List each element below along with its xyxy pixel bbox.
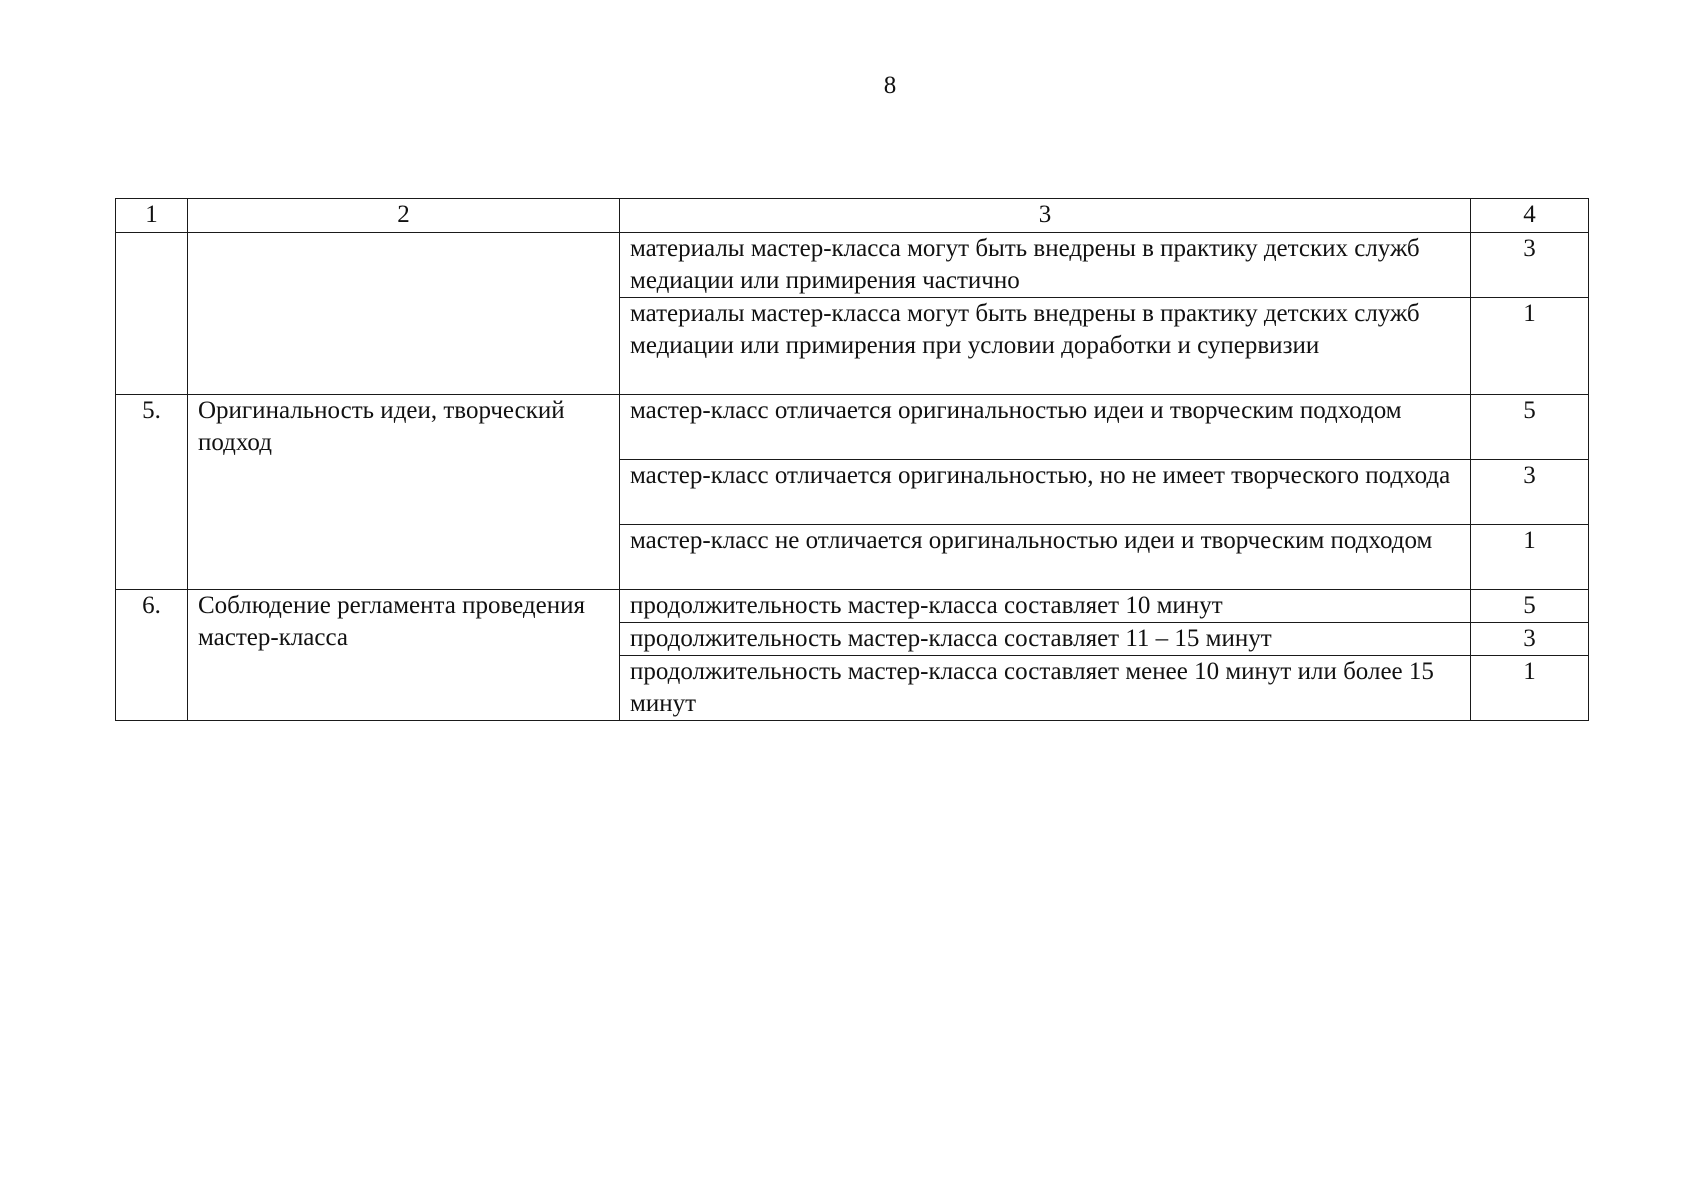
criterion-number: 5. — [116, 395, 188, 590]
criterion-number — [116, 233, 188, 395]
criterion-number: 6. — [116, 590, 188, 721]
criterion-name — [188, 233, 620, 395]
criterion-description: продолжительность мастер-класса составляет 11 – 15 минут — [620, 623, 1471, 656]
header-col-4: 4 — [1471, 199, 1589, 233]
page-number: 8 — [883, 72, 897, 99]
criterion-name: Соблюдение регламента проведения мастер-класса — [188, 590, 620, 721]
criterion-description: материалы мастер-класса могут быть внедрены в практику детских служб медиации или примирения частично — [620, 233, 1471, 298]
header-col-3: 3 — [620, 199, 1471, 233]
table-row — [116, 395, 1589, 460]
criterion-score: 3 — [1471, 623, 1589, 656]
header-col-1: 1 — [116, 199, 188, 233]
criterion-description: мастер-класс отличается оригинальностью идеи и творческим подходом — [620, 395, 1471, 460]
table-row — [116, 233, 1589, 298]
criterion-score: 3 — [1471, 233, 1589, 298]
criterion-description: продолжительность мастер-класса составляет менее 10 минут или более 15 минут — [620, 656, 1471, 721]
table-header-row — [116, 199, 1589, 233]
criterion-name: Оригинальность идеи, творческий подход — [188, 395, 620, 590]
criterion-description: материалы мастер-класса могут быть внедрены в практику детских служб медиации или примирения при условии доработки и супервизии — [620, 298, 1471, 395]
criteria-table — [115, 198, 1589, 721]
criterion-score: 3 — [1471, 460, 1589, 525]
criterion-description: продолжительность мастер-класса составляет 10 минут — [620, 590, 1471, 623]
table-row — [116, 590, 1589, 623]
criterion-score: 5 — [1471, 395, 1589, 460]
criterion-description: мастер-класс отличается оригинальностью, но не имеет творческого подхода — [620, 460, 1471, 525]
header-col-2: 2 — [188, 199, 620, 233]
criterion-description: мастер-класс не отличается оригинальностью идеи и творческим подходом — [620, 525, 1471, 590]
criterion-score: 1 — [1471, 656, 1589, 721]
criterion-score: 1 — [1471, 298, 1589, 395]
criterion-score: 5 — [1471, 590, 1589, 623]
criterion-score: 1 — [1471, 525, 1589, 590]
